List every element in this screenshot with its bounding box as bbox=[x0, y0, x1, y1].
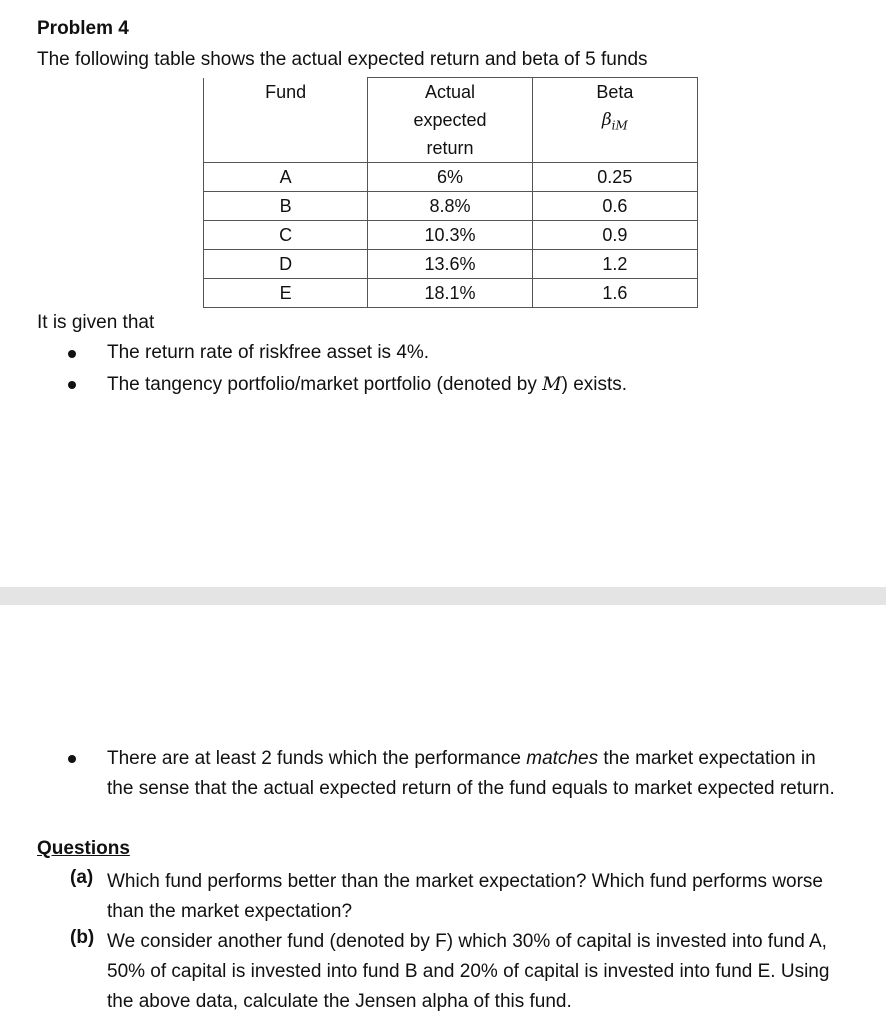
funds-table bbox=[203, 77, 698, 308]
given-bullet-matching-funds bbox=[107, 744, 847, 804]
given-bullet-riskfree: The return rate of riskfree asset is 4%. bbox=[107, 342, 430, 363]
return-cell: 8.8% bbox=[368, 192, 532, 221]
beta-cell: 0.6 bbox=[532, 192, 697, 221]
fund-cell: C bbox=[204, 221, 368, 250]
header-return bbox=[368, 78, 532, 163]
bullet2-text-pre: The tangency portfolio/market portfolio (denoted by bbox=[107, 374, 543, 395]
given-label: It is given that bbox=[37, 312, 155, 333]
table-header-row bbox=[204, 78, 698, 163]
fund-cell: E bbox=[204, 279, 368, 308]
beta-symbol bbox=[533, 106, 697, 139]
bullet3-emphasis: matches bbox=[526, 748, 599, 769]
problem-intro: The following table shows the actual expected return and beta of 5 funds bbox=[37, 49, 648, 70]
problem-title: Problem 4 bbox=[37, 18, 129, 39]
table-row bbox=[204, 279, 698, 308]
bullet-icon bbox=[68, 755, 76, 763]
market-variable: M bbox=[542, 373, 562, 395]
return-cell: 18.1% bbox=[368, 279, 532, 308]
page-separator bbox=[0, 587, 886, 605]
return-cell: 6% bbox=[368, 163, 532, 192]
return-cell: 10.3% bbox=[368, 221, 532, 250]
table-row bbox=[204, 221, 698, 250]
table-row bbox=[204, 163, 698, 192]
beta-cell: 1.2 bbox=[532, 250, 697, 279]
header-beta bbox=[532, 78, 697, 163]
bullet3-text-pre: There are at least 2 funds which the performance bbox=[107, 748, 527, 769]
question-b-label: (b) bbox=[70, 927, 95, 948]
header-return-line3: return bbox=[426, 138, 474, 158]
header-return-line1: Actual bbox=[424, 82, 475, 102]
fund-cell: D bbox=[204, 250, 368, 279]
beta-subscript: iM bbox=[611, 118, 628, 133]
header-fund-label: Fund bbox=[265, 81, 307, 102]
bullet-icon bbox=[68, 350, 76, 358]
beta-letter: β bbox=[601, 110, 612, 130]
fund-cell: B bbox=[204, 192, 368, 221]
question-a-text: Which fund performs better than the market expectation? Which fund performs worse than the market expectation? bbox=[107, 871, 823, 922]
table-row bbox=[204, 192, 698, 221]
header-return-line2: expected bbox=[413, 110, 487, 130]
question-b-text: We consider another fund (denoted by F) which 30% of capital is invested into fund A, 50% of capital is invested into fund B and 20% of capital is invested into fund E. Using the above data, calculate the Jensen alpha of this fund. bbox=[107, 931, 830, 1012]
header-beta-label: Beta bbox=[596, 82, 634, 102]
bullet3-text-post: the market expectation in the sense that the actual expected return of the fund equals to market expected return. bbox=[107, 748, 835, 799]
given-bullet-market bbox=[107, 373, 627, 396]
beta-cell: 1.6 bbox=[532, 279, 697, 308]
beta-cell: 0.25 bbox=[532, 163, 697, 192]
fund-cell: A bbox=[204, 163, 368, 192]
bullet2-text-post: ) exists. bbox=[561, 374, 628, 395]
questions-heading: Questions bbox=[37, 838, 130, 859]
bullet-icon bbox=[68, 381, 76, 389]
header-fund bbox=[204, 78, 368, 163]
question-a-label: (a) bbox=[70, 867, 94, 888]
table-row bbox=[204, 250, 698, 279]
return-cell: 13.6% bbox=[368, 250, 532, 279]
beta-cell: 0.9 bbox=[532, 221, 697, 250]
